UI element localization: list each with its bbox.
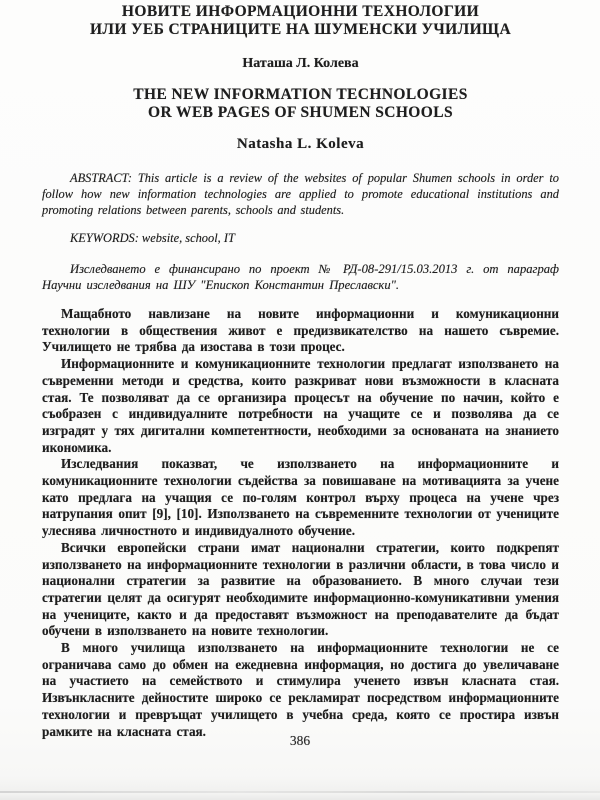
title-bg-line-1: НОВИТЕ ИНФОРМАЦИОННИ ТЕХНОЛОГИИ	[121, 3, 480, 20]
title-en-line-1: THE NEW INFORMATION TECHNOLOGIES	[133, 86, 468, 103]
article-title-english	[42, 86, 559, 122]
author-name-english: Natasha L. Koleva	[236, 136, 365, 152]
body-paragraph: В много училища използването на информационните технологии не се ограничава само до обмен на ежедневна информация, но достига до увеличаване на участието на семейството и стимулира ученето извън класната стая. Извънкласните дейностите широко се рекламират посредством информационните технологии и превръщат училището в учебна среда, която се простира извън рамките на класната стая.	[42, 640, 559, 739]
title-bg-line-2: ИЛИ УЕБ СТРАНИЦИТЕ НА ШУМЕНСКИ УЧИЛИЩА	[89, 21, 512, 38]
funding-note: Изследването е финансирано по проект № РД-08-291/15.03.2013 г. от параграф Научни изследвания на ШУ "Епископ Константин Преславски".	[42, 262, 559, 293]
title-en-line-2: OR WEB PAGES OF SHUMEN SCHOOLS	[148, 104, 453, 121]
body-paragraph: Всички европейски страни имат национални стратегии, които подкрепят използването на информационните технологии в различни области, в това число и национални стратегии за развитие на образованието. В много случаи тези стратегии целят да осигурят необходимите информационно-комуникативни умения на учениците, както и да предоставят възможност на преподавателите да бъдат обучени в използването на новите технологии.	[42, 539, 559, 639]
body-paragraph: Мащабното навлизане на новите информационни и комуникационни технологии в обществения живот е предизвикателство на нашето съвремие. Училището не трябва да изостава в този процес.	[42, 305, 559, 355]
page-number: 386	[289, 733, 311, 748]
abstract-text: ABSTRACT: This article is a review of the websites of popular Shumen schools in order to follow how new information technologies are applied to promote educational institutions and promoting relations between parents, schools and students.	[42, 171, 559, 217]
keywords-text: KEYWORDS: website, school, IT	[70, 231, 235, 246]
article-title-bulgarian	[42, 3, 559, 39]
article-body	[42, 306, 559, 740]
author-name-bulgarian: Наташа Л. Колева	[242, 56, 359, 71]
body-paragraph: Изследвания показват, че използването на информационните и комуникационните технологии съдейства за повишаване на мотивацията за учене като предлага на учащия се по-голям контрол върху процеса на учене чрез натрупания опит [9], [10]. Използването на съвременните технологии от учениците улеснява личностното и индивидуалното обучение.	[42, 456, 559, 539]
page-content	[42, 3, 559, 740]
scan-artifact-band	[0, 793, 600, 800]
body-paragraph: Информационните и комуникационните технологии предлагат използването на съвременни методи и средства, които разкриват нови възможности в класната стая. Те позволяват да се организира процесът на обучение по начин, който е съобразен с индивидуалните потребности на учащите се и позволява да се изградят у тях дигитални компетентности, необходими за основаната на знанието икономика.	[42, 356, 559, 455]
